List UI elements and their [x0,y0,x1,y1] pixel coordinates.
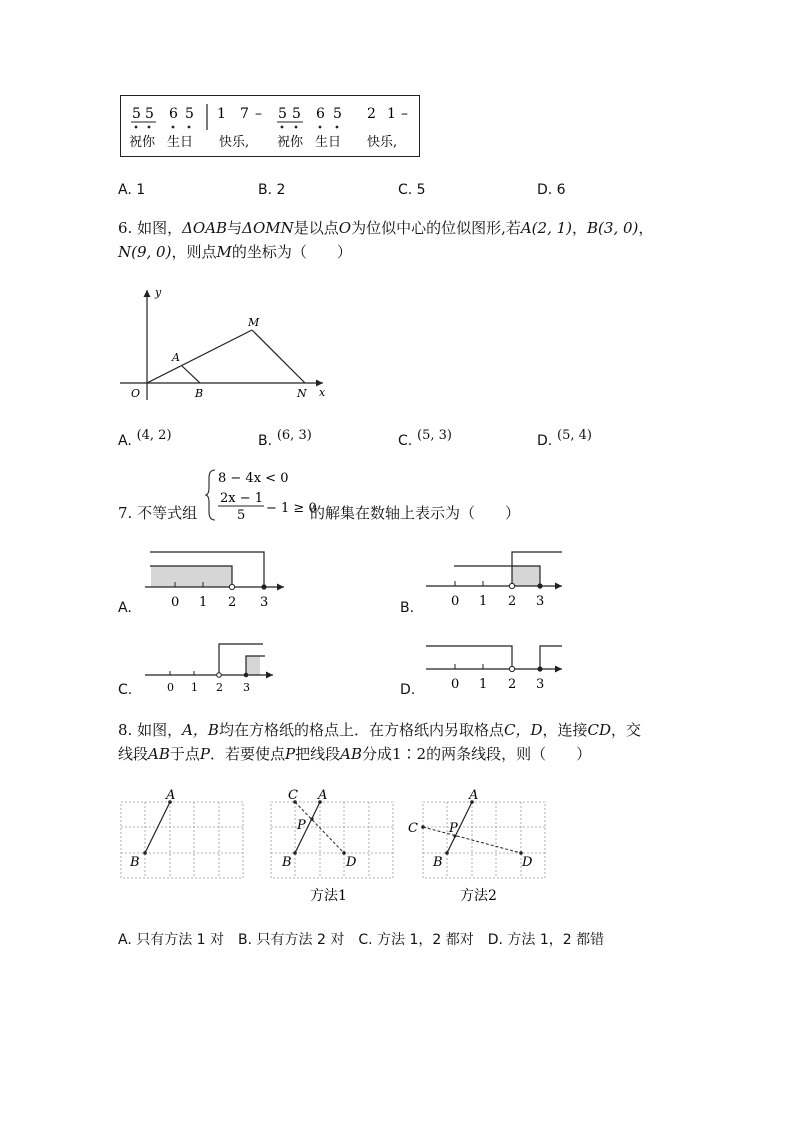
solid-dot [244,673,249,678]
q8-segment-ab: AB [340,745,362,763]
q6-option-c[interactable] [398,430,452,452]
tick-label: 3 [260,595,269,610]
q8-text: 把线段 [295,745,341,763]
q7-suffix: 的解集在数轴上表示为（ ） [310,504,521,522]
q6-option-value: (5, 4) [557,428,592,443]
q7-inequality-2-rest: − 1 ≥ 0 [266,501,317,516]
q6-option-value: (6, 3) [276,428,312,443]
tick-label: 3 [536,594,545,609]
q6-point-o: O [338,219,352,237]
tick-label: 0 [167,681,174,694]
q8-text: ，连接 [542,721,588,739]
q5-option-b[interactable]: B. 2 [258,182,286,198]
tick-label: 2 [216,681,223,694]
solid-dot [261,584,266,589]
q6-point-n-coord: N(9, 0) [118,243,172,261]
label-d: D [346,855,357,870]
q7-option-c-numberline[interactable] [143,640,278,696]
q5-option-a[interactable]: A. 1 [118,182,146,198]
q6-text: 为位似中心的位似图形,若 [351,219,521,237]
open-dot [509,583,514,588]
label-y: y [155,286,162,299]
q7-option-d-label[interactable]: D. [400,682,416,698]
label-m: M [248,316,260,329]
label-b: B [433,855,443,870]
q6-triangle-omn: ΔOMN [242,219,294,237]
q6-triangle-oab: ΔOAB [182,219,228,237]
q6-point-a-coord: A(2, 1) [520,219,573,237]
caption-method2: 方法2 [460,888,497,904]
label-b: B [282,855,292,870]
q8-point-p: P [285,745,296,763]
open-dot [509,666,514,671]
music-score-box [120,95,420,157]
q8-point-p: P [199,745,210,763]
q7-inequality-1: 8 − 4x < 0 [218,471,289,486]
shaded-region [512,566,540,586]
q8-points-ab: A，B [182,721,219,739]
q6-option-a[interactable] [118,430,172,452]
q5-option-c[interactable]: C. 5 [398,182,426,198]
score-lyric: 祝你 [129,135,156,150]
q7-inequality-system [206,466,317,524]
q6-option-letter: B. [258,433,273,449]
label-o: O [131,387,141,400]
tick-label: 0 [451,594,460,609]
score-lyric: 生日 [315,135,342,150]
q8-segment-cd: CD [587,721,612,739]
tick-label: 1 [199,595,208,610]
q8-text: ．若要使点 [209,745,285,763]
shaded-region [151,566,232,587]
label-a: A [318,788,328,803]
q8-stem-line1 [118,720,641,740]
score-note: 1 [217,106,226,122]
score-note: 5 [185,106,194,122]
tick-label: 0 [171,595,180,610]
solid-dot [537,666,542,671]
q7-prefix: 7. 不等式组 [118,504,198,522]
q6-point-m: M [216,243,232,261]
caption-method1: 方法1 [310,888,347,904]
score-lyric: 生日 [167,135,194,150]
q8-text: 8. 如图， [118,721,183,739]
segment-om [147,330,252,383]
brace [206,470,215,520]
tick-label: 2 [228,595,237,610]
label-a: A [172,351,180,364]
tick-label: 2 [508,677,517,692]
q8-text: 线段 [118,745,149,763]
tick-label: 1 [191,681,198,694]
q6-option-letter: C. [398,433,413,449]
q8-grid-original [110,784,250,884]
q6-option-letter: A. [118,433,132,449]
label-c: C [408,821,418,836]
label-x: x [319,386,326,399]
q6-text: ， [572,219,588,237]
tick-label: 3 [243,681,250,694]
score-note: – [255,106,262,122]
q6-stem-line1 [118,218,653,238]
label-p: P [297,818,306,833]
label-a: A [469,788,479,803]
tick-label: 1 [479,677,488,692]
q7-fraction-denominator: 5 [237,508,246,523]
bracket-lt-2 [426,646,512,669]
label-a: A [166,788,176,803]
q8-grid-method2 [402,784,552,906]
open-dot [217,673,222,678]
q7-option-b-numberline[interactable] [424,546,569,612]
q8-text: 均在方格纸的格点上．在方格纸内另取格点 [218,721,504,739]
q8-options[interactable]: A. 只有方法 1 对 B. 只有方法 2 对 C. 方法 1，2 都对 D. 方法 1，2 都错 [118,932,605,948]
score-note: 5 [292,106,301,122]
label-d: D [522,855,533,870]
segment-mn [252,330,305,383]
q6-option-d[interactable] [537,430,592,452]
label-c: C [288,788,298,803]
q8-text: 分成 [361,745,392,763]
q7-option-a-label[interactable]: A. [118,600,132,616]
q7-option-b-label[interactable]: B. [400,600,415,616]
score-note: 5 [145,106,154,122]
label-p: P [449,821,458,836]
q7-option-d-numberline[interactable] [424,640,569,696]
score-note: 5 [278,106,287,122]
q6-stem-line2 [118,242,352,262]
q7-option-c-label[interactable]: C. [118,682,133,698]
label-n: N [297,387,307,400]
score-note: 1 [387,106,396,122]
tick-label: 3 [536,677,545,692]
score-note: 5 [132,106,141,122]
q8-grid-method1 [262,784,402,906]
q6-option-value: (4, 2) [136,428,172,443]
shaded-region [246,656,260,675]
q6-option-letter: D. [537,433,553,449]
q8-stem-line2 [118,744,591,764]
q8-ratio: 1∶2 [391,745,427,763]
tick-label: 1 [479,594,488,609]
segment-ab [145,802,170,853]
tick-label: 2 [508,594,517,609]
q6-option-value: (5, 3) [417,428,452,443]
q6-option-b[interactable] [258,430,312,452]
label-b: B [130,855,140,870]
tick-label: 0 [451,677,460,692]
score-note: 2 [367,106,376,122]
bracket-ge-3 [540,646,562,669]
score-note: 7 [240,106,249,122]
open-dot [229,584,234,589]
solid-dot [537,583,542,588]
q7-fraction-numerator: 2x − 1 [220,491,264,506]
q6-text: ，则点 [171,243,217,261]
score-note: 6 [316,106,325,122]
q6-text: 与 [227,219,243,237]
score-note: 5 [333,106,342,122]
score-note: – [401,106,408,122]
q8-text: 的两条线段，则（ ） [426,745,592,763]
score-lyric: 快乐, [219,135,250,150]
q6-text: 是以点 [293,219,339,237]
q8-segment-ab: AB [148,745,170,763]
q8-text: 于点 [169,745,200,763]
score-lyric: 快乐, [367,135,398,150]
q8-text: ，交 [611,721,642,739]
segment-ab [182,366,200,383]
label-b: B [195,387,204,400]
q7-option-a-numberline[interactable] [140,546,290,612]
q6-text: ， [638,219,654,237]
q5-option-d[interactable]: D. 6 [537,182,566,198]
q6-text: 6. 如图， [118,219,183,237]
score-note: 6 [169,106,178,122]
q6-figure [115,282,335,406]
music-score [121,96,419,156]
q6-text: 的坐标为（ ） [231,243,352,261]
q6-point-b-coord: B(3, 0) [587,219,639,237]
q8-points-cd: C，D [503,721,543,739]
score-lyric: 祝你 [277,135,304,150]
